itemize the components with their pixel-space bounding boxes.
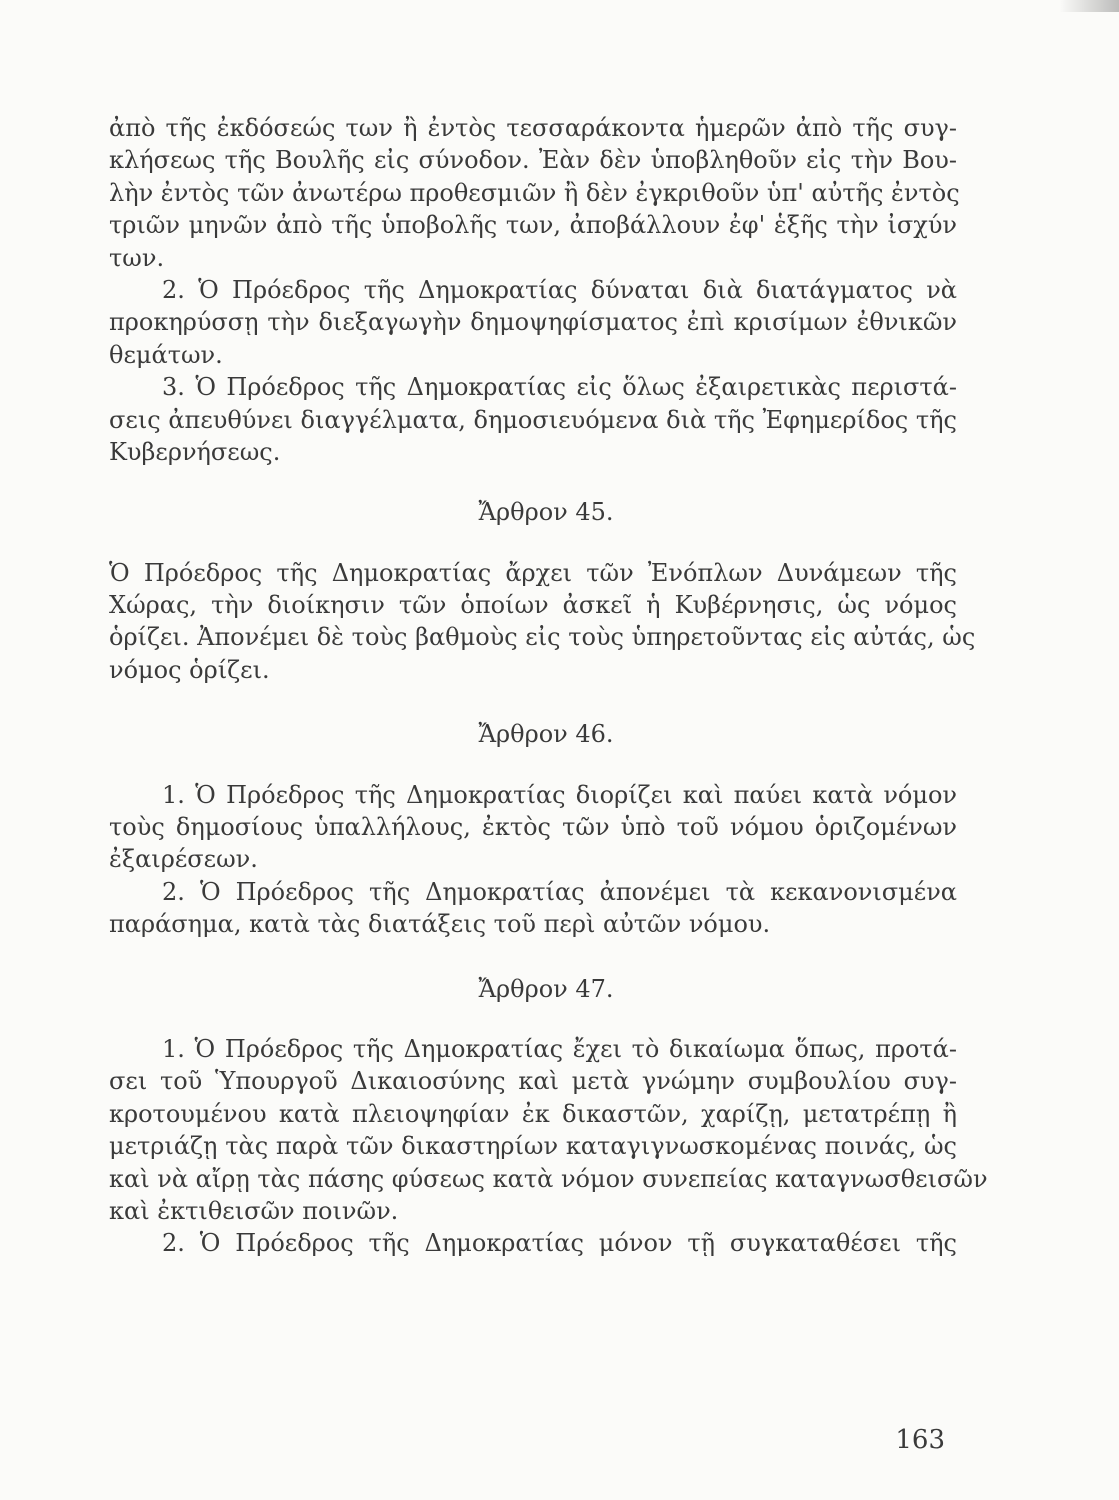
page-edge-shadow [1059,0,1119,12]
text-line: καὶ ἐκτιθεισῶν ποινῶν. [109,1196,399,1225]
text-line: παράσημα, κατὰ τὰς διατάξεις τοῦ περὶ αὐτῶν νόμου. [109,910,771,939]
text-line: Ὁ Πρόεδρος τῆς Δημοκρατίας ἄρχει τῶν Ἐνόπλων Δυνάμεων τῆς [109,558,957,587]
text-line: τριῶν μηνῶν ἀπὸ τῆς ὑποβολῆς των, ἀποβάλλουν ἐφ' ἑξῆς τὴν ἰσχύν [109,211,957,240]
text-line: νόμος ὁρίζει. [109,655,270,684]
text-line: ὁρίζει. Ἀπονέμει δὲ τοὺς βαθμοὺς εἰς τοὺς ὑπηρετοῦντας εἰς αὐτάς, ὡς [109,623,976,652]
article-heading: Ἄρθρον 47. [478,974,614,1003]
text-line: 1. Ὁ Πρόεδρος τῆς Δημοκρατίας ἔχει τὸ δικαίωμα ὅπως, προτά- [162,1034,957,1063]
text-line: κροτουμένου κατὰ πλειοψηφίαν ἐκ δικαστῶν, χαρίζῃ, μετατρέπῃ ἢ [109,1099,957,1128]
text-line: λὴν ἐντὸς τῶν ἀνωτέρω προθεσμιῶν ἢ δὲν ἐγκριθοῦν ὑπ' αὐτῆς ἐντὸς [109,178,960,207]
text-line: καὶ νὰ αἴρῃ τὰς πάσης φύσεως κατὰ νόμον συνεπείας καταγνωσθεισῶν [109,1164,988,1193]
text-line: Χώρας, τὴν διοίκησιν τῶν ὁποίων ἀσκεῖ ἡ Κυβέρνησις, ὡς νόμος [109,591,957,620]
text-line: μετριάζῃ τὰς παρὰ τῶν δικαστηρίων καταγιγνωσκομένας ποινάς, ὡς [109,1132,957,1161]
document-body [109,112,988,1260]
text-line: των. [109,243,165,272]
text-line: θεμάτων. [109,340,223,369]
text-line: ἀπὸ τῆς ἐκδόσεώς των ἢ ἐντὸς τεσσαράκοντα ἡμερῶν ἀπὸ τῆς συγ- [109,114,957,142]
text-line: σει τοῦ Ὑπουργοῦ Δικαιοσύνης καὶ μετὰ γνώμην συμβουλίου συγ- [109,1067,957,1096]
text-line: σεις ἀπευθύνει διαγγέλματα, δημοσιευόμενα διὰ τῆς Ἐφημερίδος τῆς [109,405,957,434]
article-heading: Ἄρθρον 45. [478,498,614,527]
article-heading: Ἄρθρον 46. [478,720,614,749]
page-number: 163 [895,1425,945,1455]
text-line: τοὺς δημοσίους ὑπαλλήλους, ἐκτὸς τῶν ὑπὸ τοῦ νόμου ὁριζομένων [109,813,957,842]
text-line: 2. Ὁ Πρόεδρος τῆς Δημοκρατίας ἀπονέμει τὰ κεκανονισμένα [162,877,957,906]
text-line: 2. Ὁ Πρόεδρος τῆς Δημοκρατίας μόνον τῇ συγκαταθέσει τῆς [162,1229,957,1258]
text-line: 1. Ὁ Πρόεδρος τῆς Δημοκρατίας διορίζει καὶ παύει κατὰ νόμον [162,780,957,809]
text-line: κλήσεως τῆς Βουλῆς εἰς σύνοδον. Ἐὰν δὲν ὑποβληθοῦν εἰς τὴν Βου- [109,146,957,175]
text-line: ἐξαιρέσεων. [109,845,258,874]
text-line: Κυβερνήσεως. [109,437,281,466]
text-line: 3. Ὁ Πρόεδρος τῆς Δημοκρατίας εἰς ὅλως ἐξαιρετικὰς περιστά- [162,373,957,402]
text-line: προκηρύσσῃ τὴν διεξαγωγὴν δημοψηφίσματος ἐπὶ κρισίμων ἐθνικῶν [109,308,957,337]
text-line: 2. Ὁ Πρόεδρος τῆς Δημοκρατίας δύναται διὰ διατάγματος νὰ [162,275,957,304]
